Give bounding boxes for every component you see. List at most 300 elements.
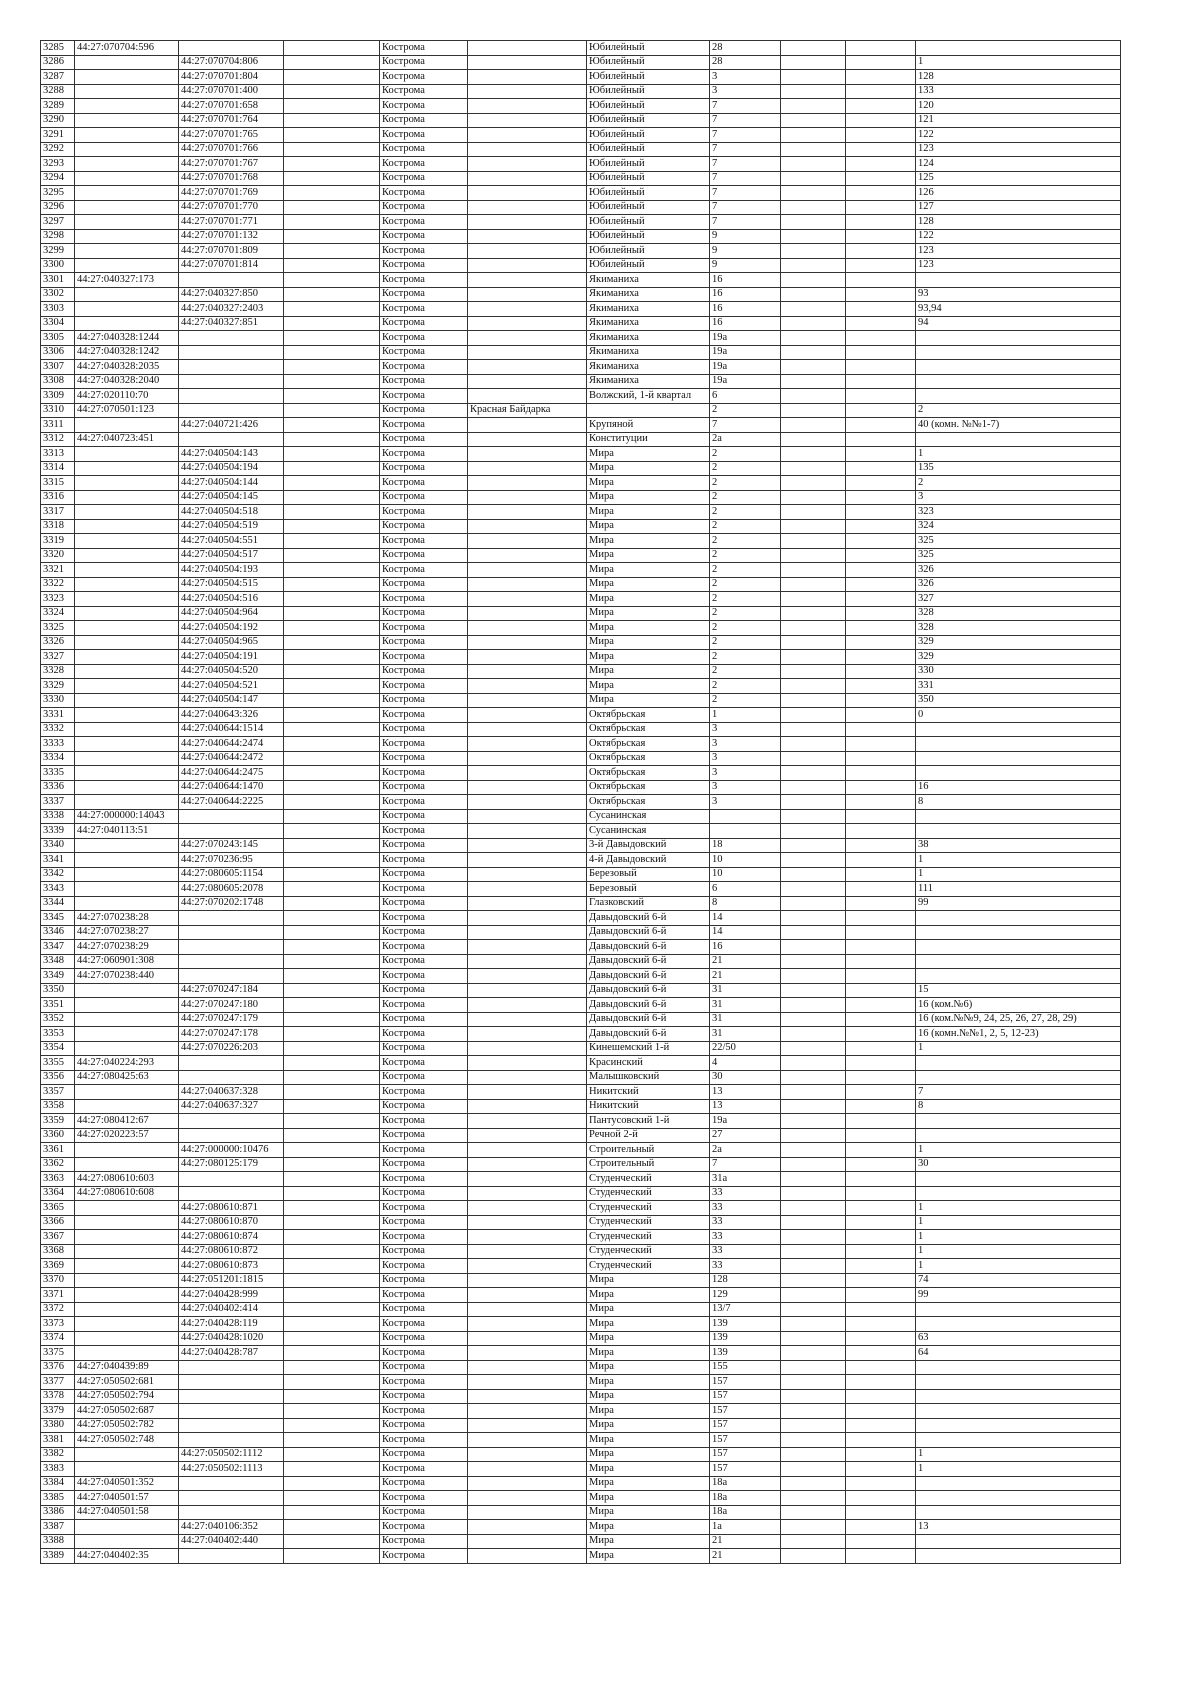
cell-house: 2 — [710, 592, 781, 607]
cell-room: 329 — [916, 635, 1121, 650]
cell-num: 3305 — [41, 331, 75, 346]
cell-city: Кострома — [380, 1172, 468, 1187]
cell-street: Мира — [587, 664, 710, 679]
cell-house: 19а — [710, 345, 781, 360]
cell-num: 3385 — [41, 1491, 75, 1506]
cell-city: Кострома — [380, 1331, 468, 1346]
table-row — [41, 447, 1121, 462]
table-row — [41, 461, 1121, 476]
cell-kad_sub — [179, 374, 284, 389]
cell-c10 — [846, 1041, 916, 1056]
cell-settlement — [468, 229, 587, 244]
cell-settlement — [468, 1360, 587, 1375]
table-row — [41, 1201, 1121, 1216]
cell-c10 — [846, 867, 916, 882]
cell-c10 — [846, 1027, 916, 1042]
cell-city: Кострома — [380, 505, 468, 520]
cell-extra — [284, 360, 380, 375]
cell-room — [916, 1389, 1121, 1404]
cell-street: Октябрьская — [587, 766, 710, 781]
cell-kad_main — [75, 606, 179, 621]
cell-house: 21 — [710, 969, 781, 984]
table-row — [41, 1215, 1121, 1230]
cell-room: 1 — [916, 1201, 1121, 1216]
cell-kad_sub: 44:27:040644:2474 — [179, 737, 284, 752]
cell-kad_main — [75, 476, 179, 491]
cell-city: Кострома — [380, 1201, 468, 1216]
cell-house: 3 — [710, 70, 781, 85]
cell-street: Юбилейный — [587, 70, 710, 85]
cell-room — [916, 1172, 1121, 1187]
cell-kad_sub: 44:27:040644:1514 — [179, 722, 284, 737]
cell-settlement — [468, 577, 587, 592]
cell-room: 111 — [916, 882, 1121, 897]
cell-extra — [284, 1085, 380, 1100]
cell-c10 — [846, 1201, 916, 1216]
cell-c10 — [846, 853, 916, 868]
cell-house: 19а — [710, 1114, 781, 1129]
cell-street: Студенческий — [587, 1215, 710, 1230]
cell-kad_main — [75, 1346, 179, 1361]
cell-kad_sub — [179, 925, 284, 940]
cell-settlement — [468, 331, 587, 346]
cell-street: Мира — [587, 505, 710, 520]
cell-c10 — [846, 302, 916, 317]
cell-c10 — [846, 592, 916, 607]
cell-num: 3288 — [41, 84, 75, 99]
cell-kad_main — [75, 635, 179, 650]
table-row — [41, 896, 1121, 911]
cell-c9 — [781, 1215, 846, 1230]
cell-c10 — [846, 1534, 916, 1549]
cell-num: 3350 — [41, 983, 75, 998]
cell-num: 3343 — [41, 882, 75, 897]
cell-kad_sub: 44:27:040428:999 — [179, 1288, 284, 1303]
cell-num: 3318 — [41, 519, 75, 534]
cell-city: Кострома — [380, 128, 468, 143]
cell-street: 3-й Давыдовский — [587, 838, 710, 853]
cell-kad_main: 44:27:070501:123 — [75, 403, 179, 418]
cell-num: 3329 — [41, 679, 75, 694]
cell-house: 33 — [710, 1215, 781, 1230]
cell-c10 — [846, 490, 916, 505]
cell-house: 2а — [710, 432, 781, 447]
cell-house: 2 — [710, 548, 781, 563]
cell-house: 3 — [710, 780, 781, 795]
cell-kad_sub: 44:27:070202:1748 — [179, 896, 284, 911]
cell-c9 — [781, 519, 846, 534]
cell-settlement — [468, 1259, 587, 1274]
cell-settlement — [468, 1186, 587, 1201]
cell-house: 2 — [710, 577, 781, 592]
table-row — [41, 838, 1121, 853]
cell-c9 — [781, 1114, 846, 1129]
table-row — [41, 1288, 1121, 1303]
cell-extra — [284, 998, 380, 1013]
cell-room: 326 — [916, 577, 1121, 592]
cell-settlement — [468, 157, 587, 172]
table-row — [41, 635, 1121, 650]
cell-house: 157 — [710, 1433, 781, 1448]
cell-c9 — [781, 1534, 846, 1549]
cell-num: 3346 — [41, 925, 75, 940]
cell-c9 — [781, 1331, 846, 1346]
cell-house: 2 — [710, 505, 781, 520]
cell-house: 139 — [710, 1317, 781, 1332]
cell-settlement — [468, 751, 587, 766]
cell-c9 — [781, 1288, 846, 1303]
cell-room: 30 — [916, 1157, 1121, 1172]
cell-num: 3387 — [41, 1520, 75, 1535]
cell-c10 — [846, 1186, 916, 1201]
cell-num: 3322 — [41, 577, 75, 592]
cell-c10 — [846, 41, 916, 56]
cell-num: 3335 — [41, 766, 75, 781]
cell-kad_main — [75, 621, 179, 636]
cell-kad_main — [75, 1288, 179, 1303]
cell-kad_main — [75, 1085, 179, 1100]
cell-city: Кострома — [380, 795, 468, 810]
cell-c9 — [781, 664, 846, 679]
cell-c9 — [781, 925, 846, 940]
cell-room: 128 — [916, 70, 1121, 85]
cell-settlement — [468, 635, 587, 650]
cell-c9 — [781, 287, 846, 302]
cell-room — [916, 1070, 1121, 1085]
cell-room — [916, 1114, 1121, 1129]
cell-c10 — [846, 708, 916, 723]
cell-num: 3381 — [41, 1433, 75, 1448]
cell-num: 3334 — [41, 751, 75, 766]
cell-c9 — [781, 432, 846, 447]
cell-kad_main — [75, 708, 179, 723]
cell-extra — [284, 563, 380, 578]
cell-num: 3313 — [41, 447, 75, 462]
cell-extra — [284, 795, 380, 810]
cell-city: Кострома — [380, 1244, 468, 1259]
cell-kad_sub: 44:27:040106:352 — [179, 1520, 284, 1535]
cell-settlement — [468, 215, 587, 230]
cell-c10 — [846, 345, 916, 360]
cell-room: 1 — [916, 1462, 1121, 1477]
cell-extra — [284, 969, 380, 984]
cell-street: Мира — [587, 563, 710, 578]
cell-c9 — [781, 577, 846, 592]
table-row — [41, 1259, 1121, 1274]
cell-city: Кострома — [380, 882, 468, 897]
cell-room: 2 — [916, 403, 1121, 418]
cell-extra — [284, 1128, 380, 1143]
table-row — [41, 737, 1121, 752]
cell-house: 19а — [710, 360, 781, 375]
cell-settlement — [468, 1302, 587, 1317]
cell-kad_sub: 44:27:040327:2403 — [179, 302, 284, 317]
cell-city: Кострома — [380, 287, 468, 302]
cell-kad_sub: 44:27:040644:1470 — [179, 780, 284, 795]
cell-city: Кострома — [380, 157, 468, 172]
cell-house: 139 — [710, 1346, 781, 1361]
cell-room — [916, 41, 1121, 56]
cell-c9 — [781, 447, 846, 462]
cell-room: 1 — [916, 1230, 1121, 1245]
cell-num: 3336 — [41, 780, 75, 795]
table-row — [41, 1447, 1121, 1462]
cell-house: 18а — [710, 1491, 781, 1506]
cell-street: Студенческий — [587, 1201, 710, 1216]
table-row — [41, 809, 1121, 824]
cell-city: Кострома — [380, 1027, 468, 1042]
cell-kad_main — [75, 983, 179, 998]
cell-street: Мира — [587, 1389, 710, 1404]
cell-kad_main — [75, 1143, 179, 1158]
cell-kad_main — [75, 1259, 179, 1274]
cell-street: Мира — [587, 1520, 710, 1535]
cell-c10 — [846, 1302, 916, 1317]
cell-extra — [284, 229, 380, 244]
cell-settlement — [468, 766, 587, 781]
cell-c9 — [781, 1201, 846, 1216]
cell-kad_sub — [179, 1418, 284, 1433]
cell-c10 — [846, 969, 916, 984]
cell-extra — [284, 606, 380, 621]
cell-num: 3312 — [41, 432, 75, 447]
cell-street: Юбилейный — [587, 128, 710, 143]
cell-street: Крупяной — [587, 418, 710, 433]
table-row — [41, 287, 1121, 302]
cell-c9 — [781, 157, 846, 172]
cell-c9 — [781, 635, 846, 650]
cell-num: 3323 — [41, 592, 75, 607]
cell-extra — [284, 592, 380, 607]
cell-kad_main — [75, 693, 179, 708]
cell-num: 3374 — [41, 1331, 75, 1346]
cell-kad_sub: 44:27:040504:515 — [179, 577, 284, 592]
cell-city: Кострома — [380, 432, 468, 447]
cell-city: Кострома — [380, 418, 468, 433]
cell-room: 1 — [916, 1143, 1121, 1158]
cell-extra — [284, 41, 380, 56]
cell-extra — [284, 1186, 380, 1201]
cell-settlement — [468, 360, 587, 375]
table-row — [41, 708, 1121, 723]
cell-settlement — [468, 171, 587, 186]
cell-c10 — [846, 331, 916, 346]
cell-num: 3384 — [41, 1476, 75, 1491]
cell-house: 27 — [710, 1128, 781, 1143]
cell-num: 3360 — [41, 1128, 75, 1143]
cell-kad_main — [75, 418, 179, 433]
table-row — [41, 577, 1121, 592]
table-row — [41, 780, 1121, 795]
cell-city: Кострома — [380, 84, 468, 99]
cell-settlement — [468, 186, 587, 201]
cell-num: 3314 — [41, 461, 75, 476]
table-row — [41, 476, 1121, 491]
cell-house: 2а — [710, 1143, 781, 1158]
cell-house: 13/7 — [710, 1302, 781, 1317]
cell-house: 16 — [710, 316, 781, 331]
cell-num: 3333 — [41, 737, 75, 752]
cell-c9 — [781, 1404, 846, 1419]
cell-city: Кострома — [380, 171, 468, 186]
cell-extra — [284, 679, 380, 694]
cell-c10 — [846, 722, 916, 737]
table-row — [41, 1317, 1121, 1332]
cell-city: Кострома — [380, 722, 468, 737]
cell-settlement — [468, 1433, 587, 1448]
cell-c10 — [846, 215, 916, 230]
cell-room: 127 — [916, 200, 1121, 215]
cell-kad_sub: 44:27:040504:964 — [179, 606, 284, 621]
cell-settlement — [468, 1491, 587, 1506]
cell-street: Юбилейный — [587, 186, 710, 201]
cell-street: Якиманиха — [587, 287, 710, 302]
cell-kad_main: 44:27:050502:794 — [75, 1389, 179, 1404]
table-row — [41, 1389, 1121, 1404]
cell-street: Студенческий — [587, 1186, 710, 1201]
cell-c10 — [846, 795, 916, 810]
cell-room: 7 — [916, 1085, 1121, 1100]
table-row — [41, 418, 1121, 433]
cell-city: Кострома — [380, 215, 468, 230]
cell-extra — [284, 766, 380, 781]
cell-city: Кострома — [380, 1462, 468, 1477]
cell-house: 1а — [710, 1520, 781, 1535]
cell-c10 — [846, 737, 916, 752]
cell-city: Кострома — [380, 548, 468, 563]
cell-c9 — [781, 1259, 846, 1274]
cell-settlement — [468, 1099, 587, 1114]
cell-extra — [284, 1447, 380, 1462]
cell-extra — [284, 84, 380, 99]
cell-street: Давыдовский 6-й — [587, 954, 710, 969]
cell-extra — [284, 1273, 380, 1288]
cell-house: 16 — [710, 302, 781, 317]
cell-street: Мира — [587, 476, 710, 491]
cell-c9 — [781, 302, 846, 317]
cell-c10 — [846, 606, 916, 621]
cell-extra — [284, 809, 380, 824]
cell-settlement — [468, 563, 587, 578]
cell-c10 — [846, 99, 916, 114]
cell-street: Юбилейный — [587, 142, 710, 157]
cell-num: 3366 — [41, 1215, 75, 1230]
cell-kad_sub: 44:27:070701:132 — [179, 229, 284, 244]
cell-street: Октябрьская — [587, 751, 710, 766]
cell-c9 — [781, 1346, 846, 1361]
cell-house: 7 — [710, 113, 781, 128]
cell-c9 — [781, 142, 846, 157]
cell-kad_main: 44:27:040224:293 — [75, 1056, 179, 1071]
cell-settlement — [468, 1085, 587, 1100]
cell-extra — [284, 1172, 380, 1187]
cell-room: 1 — [916, 853, 1121, 868]
cell-kad_main: 44:27:070238:29 — [75, 940, 179, 955]
cell-c9 — [781, 1433, 846, 1448]
cell-c9 — [781, 838, 846, 853]
cell-extra — [284, 708, 380, 723]
cell-kad_main — [75, 548, 179, 563]
cell-street: Никитский — [587, 1099, 710, 1114]
cell-kad_sub: 44:27:070701:814 — [179, 258, 284, 273]
cell-num: 3330 — [41, 693, 75, 708]
cell-c10 — [846, 432, 916, 447]
cell-house: 2 — [710, 534, 781, 549]
cell-city: Кострома — [380, 650, 468, 665]
cell-num: 3286 — [41, 55, 75, 70]
cell-c9 — [781, 1099, 846, 1114]
cell-city: Кострома — [380, 1128, 468, 1143]
cell-c10 — [846, 1447, 916, 1462]
cell-room — [916, 1549, 1121, 1564]
cell-street: Мира — [587, 679, 710, 694]
cell-settlement — [468, 273, 587, 288]
cell-extra — [284, 1520, 380, 1535]
cell-street — [587, 403, 710, 418]
table-row — [41, 983, 1121, 998]
cell-kad_main: 44:27:070704:596 — [75, 41, 179, 56]
cell-kad_sub: 44:27:070247:180 — [179, 998, 284, 1013]
cell-city: Кострома — [380, 1056, 468, 1071]
cell-num: 3287 — [41, 70, 75, 85]
cell-num: 3378 — [41, 1389, 75, 1404]
cell-c10 — [846, 505, 916, 520]
cell-city: Кострома — [380, 954, 468, 969]
cell-kad_sub — [179, 1505, 284, 1520]
cell-num: 3319 — [41, 534, 75, 549]
cell-room: 135 — [916, 461, 1121, 476]
cell-city: Кострома — [380, 911, 468, 926]
cell-kad_sub — [179, 1128, 284, 1143]
cell-extra — [284, 1317, 380, 1332]
cell-c10 — [846, 1462, 916, 1477]
table-row — [41, 1157, 1121, 1172]
cell-num: 3311 — [41, 418, 75, 433]
cell-c10 — [846, 809, 916, 824]
cell-street: Студенческий — [587, 1244, 710, 1259]
table-row — [41, 1375, 1121, 1390]
cell-extra — [284, 505, 380, 520]
cell-num: 3324 — [41, 606, 75, 621]
cell-num: 3303 — [41, 302, 75, 317]
cell-kad_sub — [179, 360, 284, 375]
cell-kad_main — [75, 1099, 179, 1114]
cell-num: 3340 — [41, 838, 75, 853]
cell-city: Кострома — [380, 1317, 468, 1332]
cell-num: 3362 — [41, 1157, 75, 1172]
cell-kad_sub — [179, 1491, 284, 1506]
cell-c10 — [846, 563, 916, 578]
cell-c10 — [846, 70, 916, 85]
cell-kad_sub: 44:27:040504:518 — [179, 505, 284, 520]
table-row — [41, 1549, 1121, 1564]
cell-num: 3295 — [41, 186, 75, 201]
cell-num: 3363 — [41, 1172, 75, 1187]
cell-house: 31 — [710, 983, 781, 998]
cell-room: 123 — [916, 244, 1121, 259]
cell-num: 3289 — [41, 99, 75, 114]
cell-city: Кострома — [380, 519, 468, 534]
cell-settlement — [468, 1404, 587, 1419]
cell-city: Кострома — [380, 1273, 468, 1288]
cell-kad_main — [75, 519, 179, 534]
cell-c10 — [846, 142, 916, 157]
cell-settlement — [468, 969, 587, 984]
table-row — [41, 1143, 1121, 1158]
cell-kad_main — [75, 55, 179, 70]
cell-city: Кострома — [380, 1114, 468, 1129]
cell-city: Кострома — [380, 606, 468, 621]
